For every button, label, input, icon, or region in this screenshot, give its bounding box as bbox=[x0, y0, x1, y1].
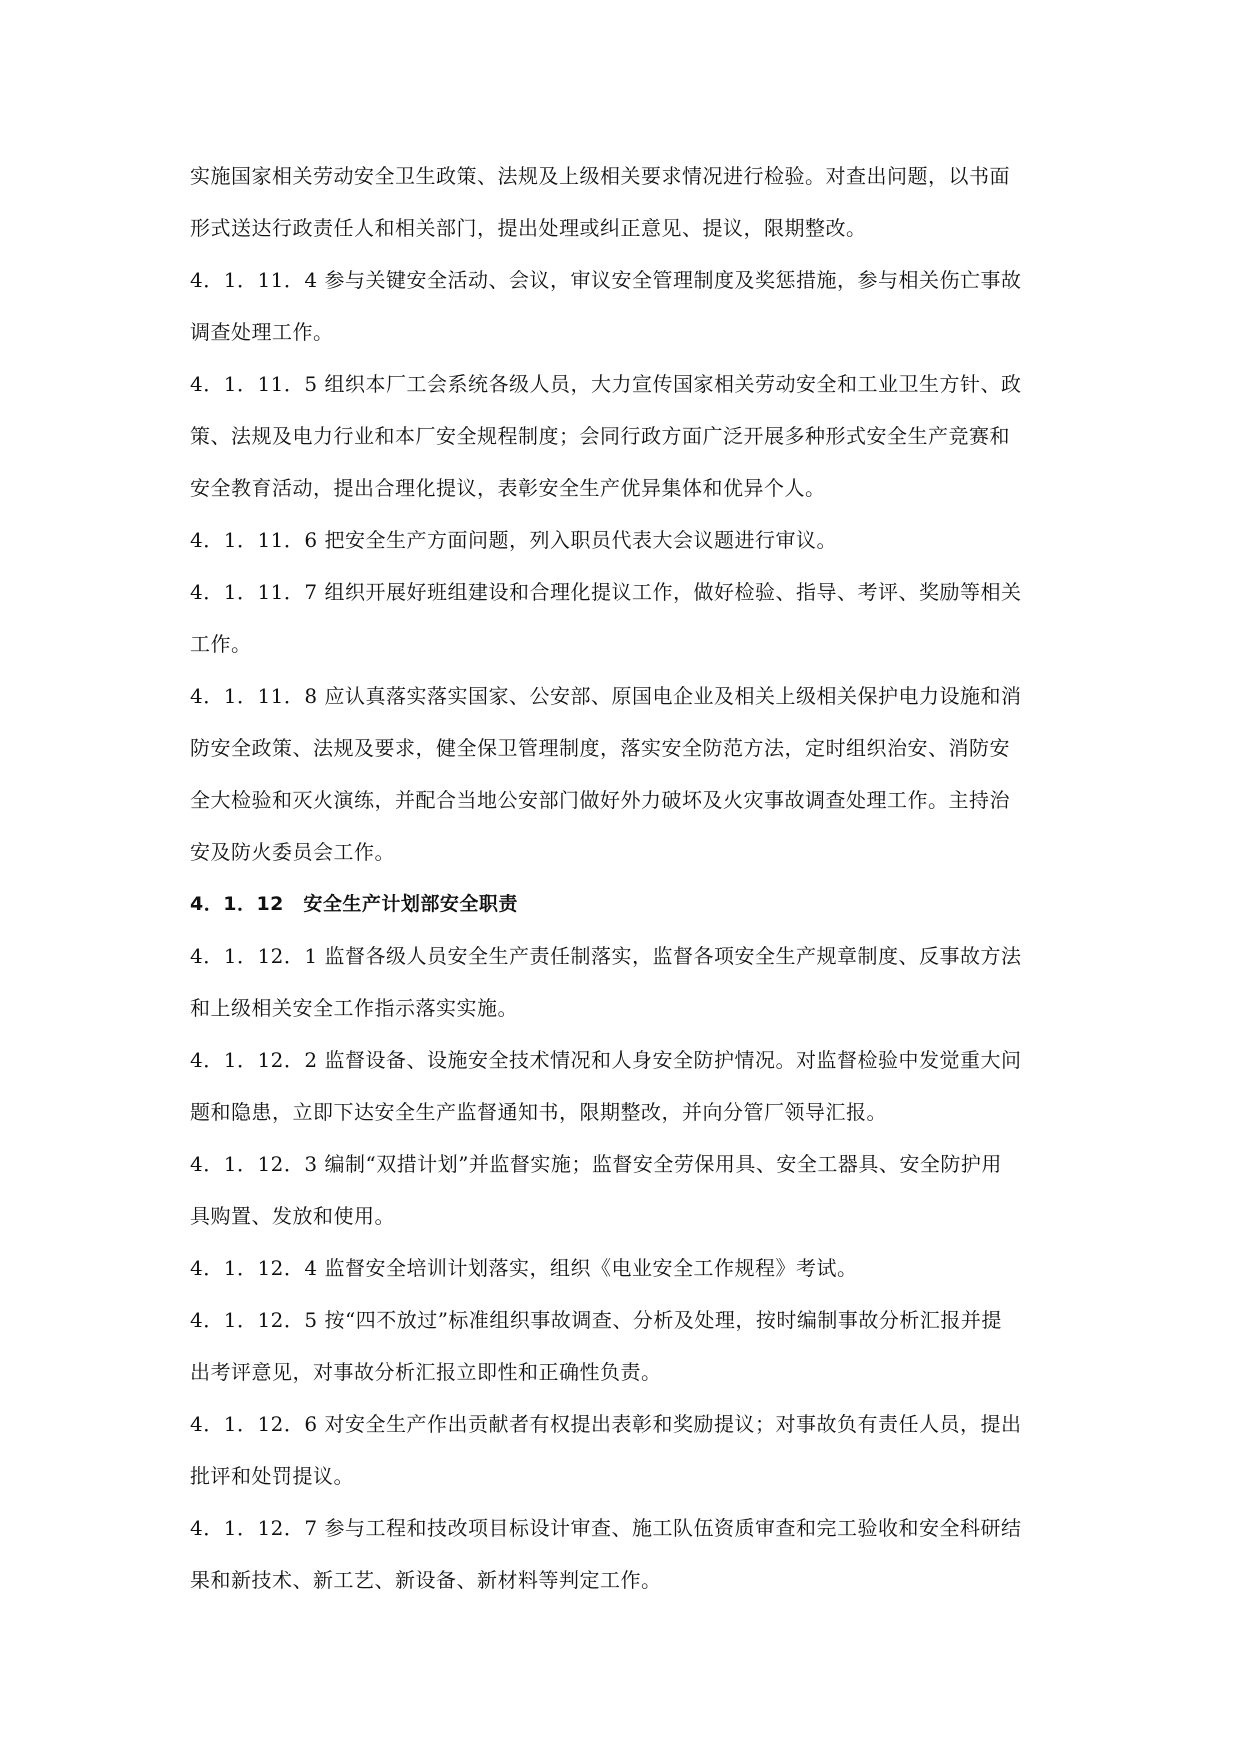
body-line: 实施国家相关劳动安全卫生政策、法规及上级相关要求情况进行检验。对查出问题，以书面 bbox=[190, 164, 1010, 188]
body-line: 调查处理工作。 bbox=[190, 320, 334, 344]
clause-4-1-11-5: 4．1．11．5 组织本厂工会系统各级人员，大力宣传国家相关劳动安全和工业卫生方针、政 bbox=[190, 372, 1022, 396]
body-line: 安全教育活动，提出合理化提议，表彰安全生产优异集体和优异个人。 bbox=[190, 476, 826, 500]
body-line: 出考评意见，对事故分析汇报立即性和正确性负责。 bbox=[190, 1360, 662, 1384]
body-line: 形式送达行政责任人和相关部门，提出处理或纠正意见、提议，限期整改。 bbox=[190, 216, 867, 240]
clause-4-1-12-1: 4．1．12．1 监督各级人员安全生产责任制落实，监督各项安全生产规章制度、反事故方法 bbox=[190, 944, 1022, 968]
clause-4-1-11-4: 4．1．11．4 参与关键安全活动、会议，审议安全管理制度及奖惩措施，参与相关伤亡事故 bbox=[190, 268, 1022, 292]
clause-4-1-12-5: 4．1．12．5 按“四不放过”标准组织事故调查、分析及处理，按时编制事故分析汇报并提 bbox=[190, 1308, 1002, 1332]
body-line: 工作。 bbox=[190, 632, 252, 656]
body-line: 题和隐患，立即下达安全生产监督通知书，限期整改，并向分管厂领导汇报。 bbox=[190, 1100, 887, 1124]
body-line: 批评和处罚提议。 bbox=[190, 1464, 354, 1488]
clause-4-1-12-2: 4．1．12．2 监督设备、设施安全技术情况和人身安全防护情况。对监督检验中发觉重大问 bbox=[190, 1048, 1022, 1072]
clause-4-1-11-6: 4．1．11．6 把安全生产方面问题，列入职员代表大会议题进行审议。 bbox=[190, 528, 837, 552]
clause-4-1-12-6: 4．1．12．6 对安全生产作出贡献者有权提出表彰和奖励提议；对事故负有责任人员，提出 bbox=[190, 1412, 1022, 1436]
body-line: 全大检验和灭火演练，并配合当地公安部门做好外力破坏及火灾事故调查处理工作。主持治 bbox=[190, 788, 1010, 812]
section-heading-4-1-12: 4．1．12 安全生产计划部安全职责 bbox=[190, 893, 518, 915]
clause-4-1-12-4: 4．1．12．4 监督安全培训计划落实，组织《电业安全工作规程》考试。 bbox=[190, 1256, 858, 1280]
clause-4-1-11-8: 4．1．11．8 应认真落实落实国家、公安部、原国电企业及相关上级相关保护电力设施和消 bbox=[190, 684, 1022, 708]
body-line: 果和新技术、新工艺、新设备、新材料等判定工作。 bbox=[190, 1568, 662, 1592]
clause-4-1-12-3: 4．1．12．3 编制“双措计划”并监督实施；监督安全劳保用具、安全工器具、安全防护用 bbox=[190, 1152, 1002, 1176]
body-line: 防安全政策、法规及要求，健全保卫管理制度，落实安全防范方法，定时组织治安、消防安 bbox=[190, 736, 1010, 760]
body-line: 具购置、发放和使用。 bbox=[190, 1204, 395, 1228]
clause-4-1-11-7: 4．1．11．7 组织开展好班组建设和合理化提议工作，做好检验、指导、考评、奖励等相关 bbox=[190, 580, 1022, 604]
body-line: 安及防火委员会工作。 bbox=[190, 840, 395, 864]
body-line: 和上级相关安全工作指示落实实施。 bbox=[190, 996, 518, 1020]
body-line: 策、法规及电力行业和本厂安全规程制度；会同行政方面广泛开展多种形式安全生产竞赛和 bbox=[190, 424, 1010, 448]
document-body bbox=[190, 160, 1070, 1616]
clause-4-1-12-7: 4．1．12．7 参与工程和技改项目标设计审查、施工队伍资质审查和完工验收和安全科研结 bbox=[190, 1516, 1022, 1540]
